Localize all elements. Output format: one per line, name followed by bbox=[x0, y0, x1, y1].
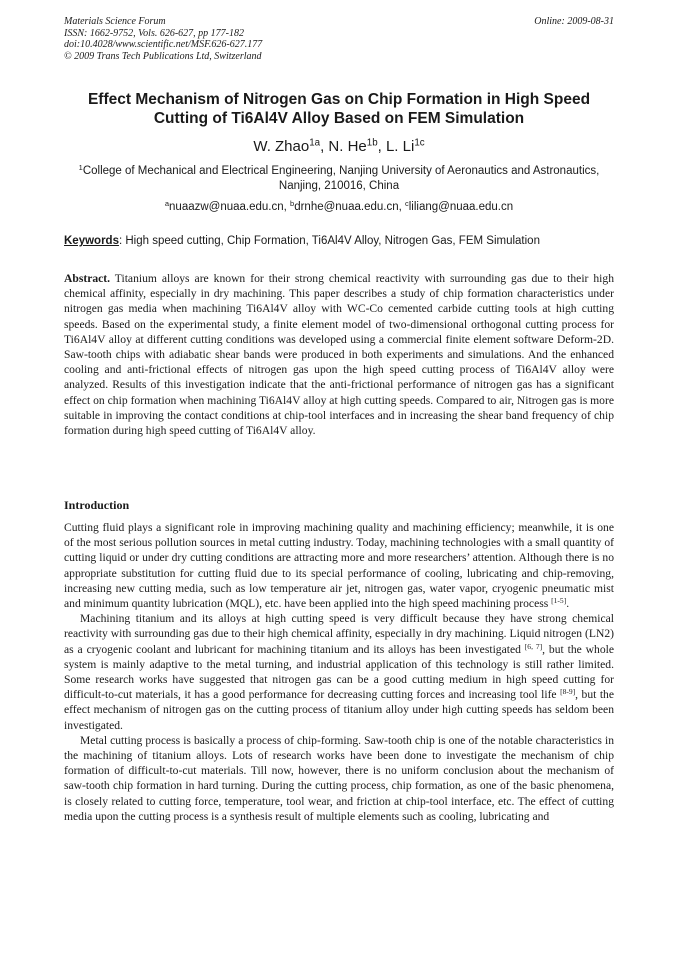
author-affiliation-mark: 1c bbox=[414, 137, 425, 149]
email-mark: b bbox=[290, 198, 295, 208]
doi-line[interactable]: doi:10.4028/www.scientific.net/MSF.626-627.177 bbox=[64, 39, 263, 50]
intro-paragraph-1 bbox=[64, 520, 614, 611]
affiliation-mark: 1 bbox=[78, 162, 83, 172]
email-link[interactable]: liliang@nuaa.edu.cn bbox=[408, 201, 514, 213]
introduction-heading: Introduction bbox=[64, 498, 130, 512]
author-name: W. Zhao bbox=[253, 138, 310, 155]
paper-title: Effect Mechanism of Nitrogen Gas on Chip Formation in High Speed Cutting of Ti6Al4V Alloy Based on FEM Simulation bbox=[87, 91, 591, 127]
affiliation-text: College of Mechanical and Electrical Engineering, Nanjing University of Aeronautics and Astronautics, Nanjing, 210016, China bbox=[82, 165, 600, 192]
author-affiliation-mark: 1b bbox=[366, 137, 378, 149]
copyright-line: © 2009 Trans Tech Publications Ltd, Switzerland bbox=[64, 50, 262, 62]
paragraph-text: , but the whole system is mainly adaptive to the metal turning, and industrial application of this technology is still rather limited. Some research works have suggested that nitrogen gas can be a good cutting medium in high speed cutting for difficult-to-cut materials, it has a good performance for decreasing cutting forces and increasing tool life bbox=[64, 642, 614, 702]
author-name: N. He bbox=[328, 138, 367, 155]
paragraph-text: Machining titanium and its alloys at high cutting speed is very difficult because they have strong chemical reactivity with surrounding gas due to their high chemical affinity, especially in dry machining. Liquid nitrogen (LN2) as a cryogenic coolant and lubricant for machining titanium and its alloys has been investigated bbox=[64, 612, 614, 656]
affiliation bbox=[64, 164, 614, 194]
journal-name: Materials Science Forum bbox=[64, 16, 166, 27]
intro-paragraph-3 bbox=[64, 733, 614, 824]
author-name: L. Li bbox=[385, 138, 415, 155]
online-date: Online: 2009-08-31 bbox=[534, 16, 614, 27]
paragraph-text: , but the effect mechanism of nitrogen gas on the cutting process of titanium alloy under high cutting speeds has seldom been investigated. bbox=[64, 688, 614, 732]
paragraph-text: Cutting fluid plays a significant role in improving machining quality and machining efficiency; meanwhile, it is one of the most serious pollution sources in metal cutting industry. Today, machining technologies with a small quantity of cutting liquid or under dry cutting conditions are attracting more and more researchers’ attention. Although there is no appropriate substitution for cutting fluid due to its special performance of cooling, lubricating and chip-removing, increasing new cutting media, such as low temperature air jet, nitrogen gas, water vapor, cryogenic pneumatic mist and minimum quantity lubrication (MQL), etc. have been applied into the high speed machining process bbox=[64, 521, 614, 611]
abstract-text: Titanium alloys are known for their strong chemical reactivity with surrounding gas due to their high chemical affinity, especially in dry machining. This paper describes a study of chip formation characteristics under nitrogen gas media when machining Ti6Al4V alloy with WC-Co cemented carbide cutting tools at high cutting speeds. Based on the experimental study, a finite element model of two-dimensional orthogonal cutting process for Ti6Al4V alloy at different cutting conditions was developed using a commercial finite element software Deform-2D. Saw-tooth chips with adiabatic shear bands were produced in both experiments and simulations. And the enhanced cooling and anti-frictional effects of nitrogen gas upon the high speed cutting process of Ti6Al4V alloy were analyzed. Results of this investigation indicate that the anti-frictional performance of nitrogen gas has a significant effect on chip formation when machining Ti6Al4V alloy at high cutting speeds. Compared to air, Nitrogen gas is more suitable in improving the contact conditions at chip-tool interfaces and in increasing the shear band frequency of chip formation during high speed cutting of Ti6Al4V alloy. bbox=[64, 272, 614, 438]
email-mark: a bbox=[164, 198, 170, 208]
email-link[interactable]: nuaazw@nuaa.edu.cn bbox=[169, 201, 284, 213]
abstract-label: Abstract. bbox=[64, 272, 111, 285]
issn-line: ISSN: 1662-9752, Vols. 626-627, pp 177-182 bbox=[64, 27, 244, 39]
abstract bbox=[64, 271, 614, 438]
email-mark: c bbox=[405, 198, 409, 208]
author-list bbox=[64, 138, 614, 156]
citation-ref[interactable]: [8-9] bbox=[560, 687, 576, 697]
author-emails bbox=[64, 200, 614, 215]
introduction-body bbox=[64, 520, 614, 824]
email-separator: , bbox=[283, 201, 291, 213]
keywords-label: Keywords bbox=[64, 235, 119, 247]
author-affiliation-mark: 1a bbox=[309, 137, 321, 149]
keywords-line bbox=[64, 234, 624, 249]
paragraph-text: Metal cutting process is basically a process of chip-forming. Saw-tooth chip is one of the notable characteristics in the machining of titanium alloys. Lots of research works have been done to investigate the mechanism of chip formation of difficult-to-cut materials. Till now, however, there is no uniform conclusion about the mechanism of saw-tooth chip formation in hard turning. During the cutting process, chip formation, as one of the basic phenomena, is closely related to cutting force, temperature, tool wear, and friction at chip-tool interface, etc. The effect of cutting media upon the cutting process is a synthesis result of multiple elements such as cooling, lubricating and bbox=[64, 733, 614, 823]
citation-ref[interactable]: [1-5] bbox=[551, 595, 567, 605]
citation-ref[interactable]: [6, 7] bbox=[524, 641, 543, 651]
intro-paragraph-2 bbox=[64, 611, 614, 733]
author-separator: , bbox=[377, 138, 386, 155]
email-link[interactable]: drnhe@nuaa.edu.cn bbox=[294, 201, 399, 213]
paragraph-end: . bbox=[566, 597, 570, 611]
keywords-text: : High speed cutting, Chip Formation, Ti6Al4V Alloy, Nitrogen Gas, FEM Simulation bbox=[118, 235, 540, 247]
email-separator: , bbox=[398, 201, 405, 213]
publication-info bbox=[64, 16, 262, 62]
author-separator: , bbox=[320, 138, 329, 155]
